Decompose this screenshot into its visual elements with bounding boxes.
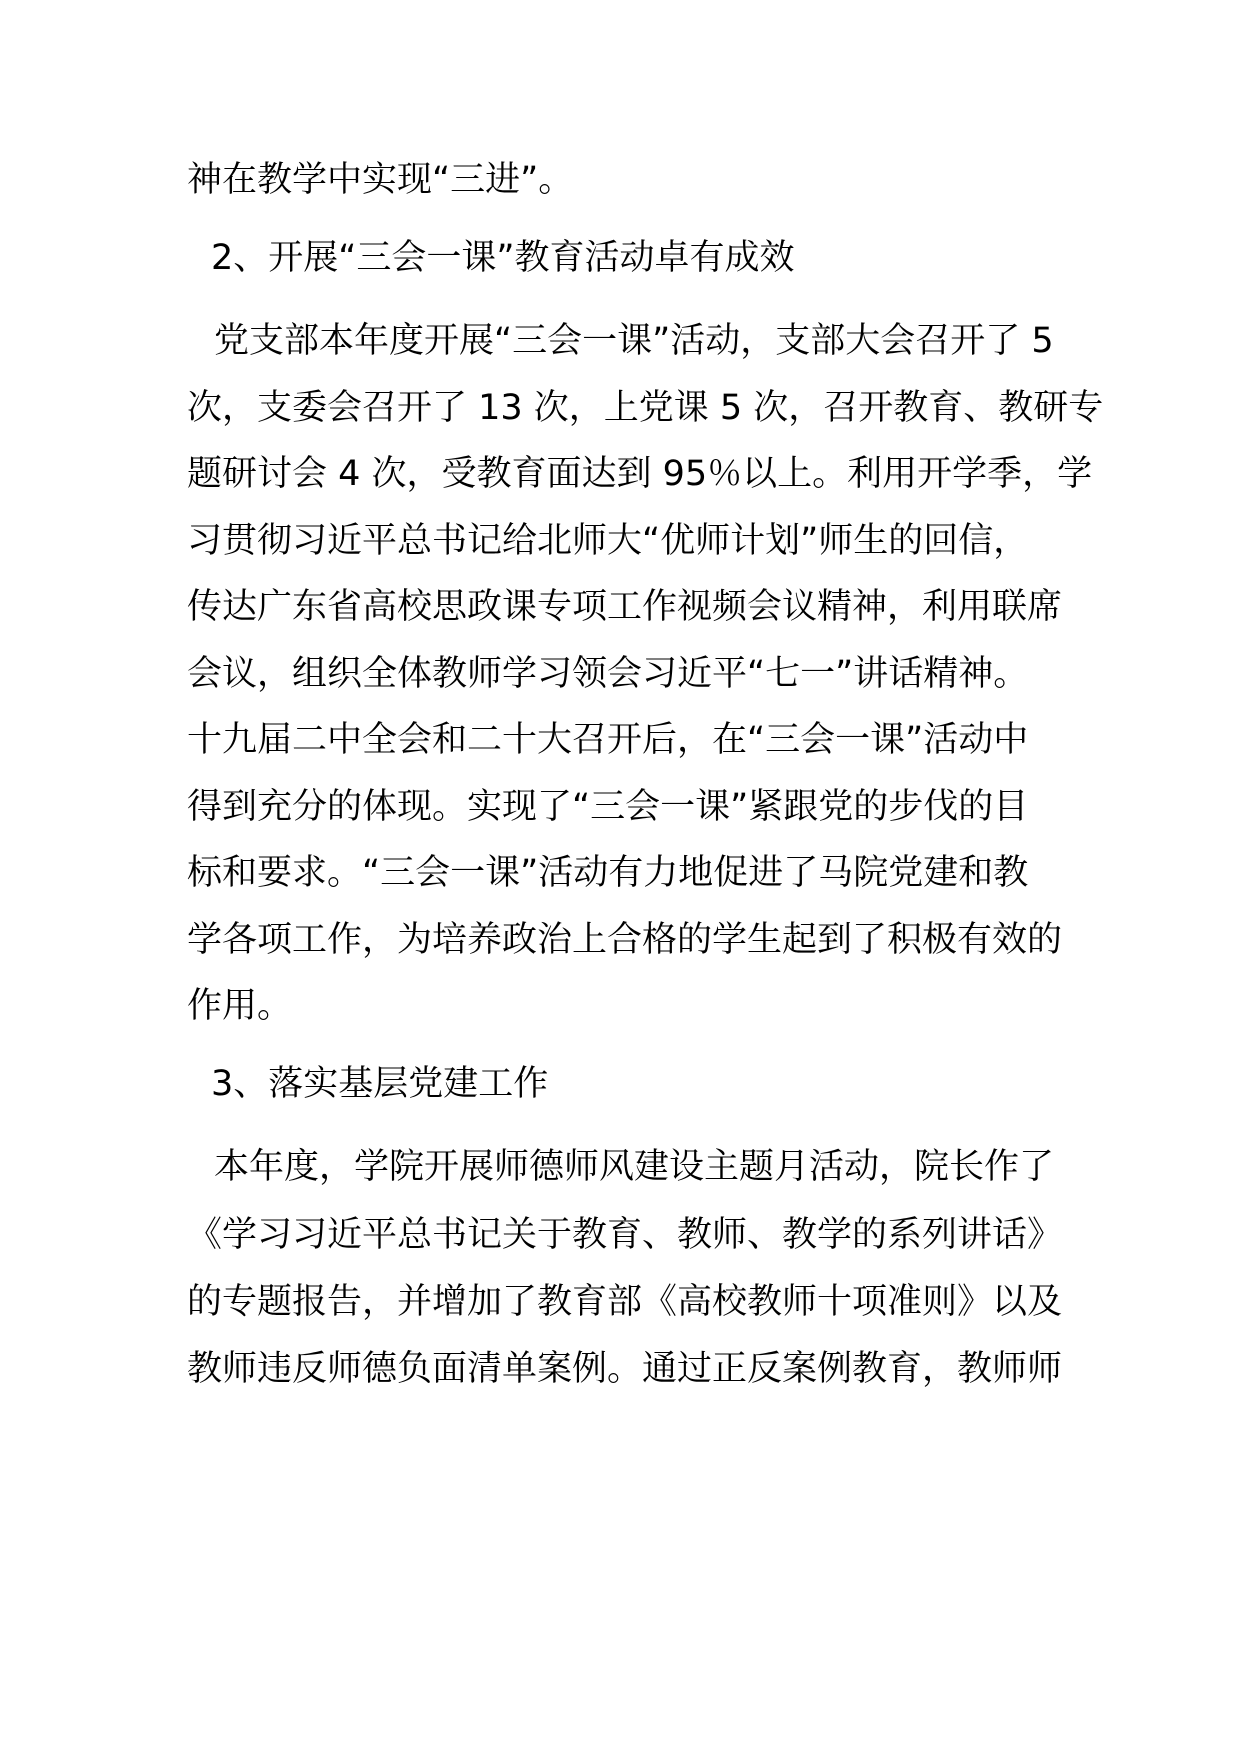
text-line: 作用。 xyxy=(187,986,293,1026)
text-line: 《学习习近平总书记关于教育、教师、教学的系列讲话》 xyxy=(187,1215,1063,1255)
paragraph-first-line: 本年度，学院开展师德师风建设主题月活动，院长作了 xyxy=(214,1147,1055,1187)
section-heading: 3、落实基层党建工作 xyxy=(211,1064,549,1104)
text-line: 题研讨会 4 次，受教育面达到 95％以上。利用开学季，学 xyxy=(187,454,1093,494)
text-line: 教师违反师德负面清单案例。通过正反案例教育，教师师 xyxy=(187,1349,1063,1389)
text-line: 得到充分的体现。实现了“三会一课”紧跟党的步伐的目 xyxy=(187,787,1029,827)
text-line: 学各项工作，为培养政治上合格的学生起到了积极有效的 xyxy=(187,920,1063,960)
text-line: 次，支委会召开了 13 次，上党课 5 次，召开教育、教研专 xyxy=(187,388,1104,428)
section-heading: 2、开展“三会一课”教育活动卓有成效 xyxy=(211,238,795,278)
text-line: 会议，组织全体教师学习领会习近平“七一”讲话精神。 xyxy=(187,654,1029,694)
text-line: 标和要求。“三会一课”活动有力地促进了马院党建和教 xyxy=(187,853,1029,893)
text-line: 十九届二中全会和二十大召开后，在“三会一课”活动中 xyxy=(187,720,1029,760)
text-line: 的专题报告，并增加了教育部《高校教师十项准则》以及 xyxy=(187,1282,1063,1322)
text-line: 传达广东省高校思政课专项工作视频会议精神，利用联席 xyxy=(187,587,1063,627)
text-line: 习贯彻习近平总书记给北师大“优师计划”师生的回信， xyxy=(187,521,1029,561)
text-line: 神在教学中实现“三进”。 xyxy=(187,160,574,200)
paragraph-first-line: 党支部本年度开展“三会一课”活动，支部大会召开了 5 xyxy=(214,321,1054,361)
